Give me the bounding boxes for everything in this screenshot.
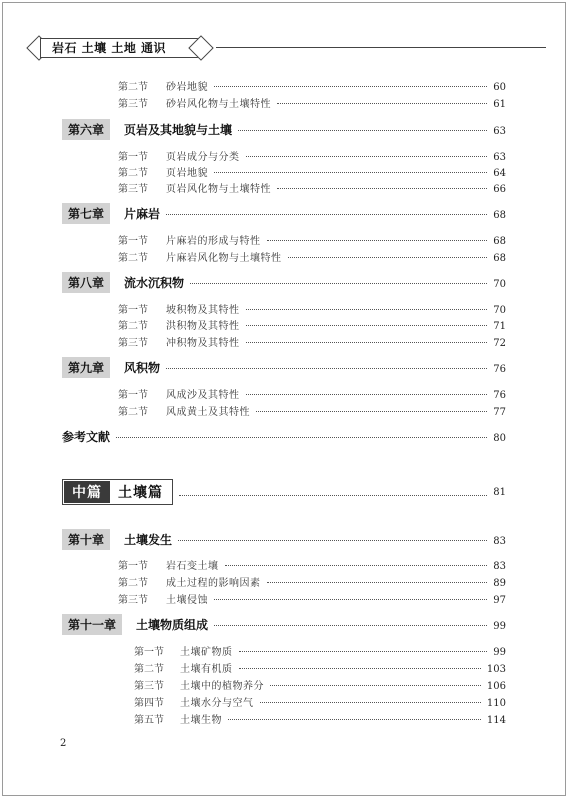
toc-entry[interactable] bbox=[134, 660, 506, 676]
references-title: 参考文献 bbox=[62, 430, 111, 444]
part-heading-box bbox=[62, 479, 173, 505]
section-number: 第一节 bbox=[134, 647, 164, 658]
page-number: 72 bbox=[493, 338, 506, 349]
section-title: 土壤生物 bbox=[180, 715, 222, 726]
part-title: 土壤篇 bbox=[118, 485, 163, 501]
toc-entry[interactable] bbox=[118, 148, 506, 164]
page-number: 63 bbox=[493, 126, 506, 137]
section-title: 风成沙及其特性 bbox=[166, 390, 240, 401]
leader-dots bbox=[277, 103, 487, 104]
leader-dots bbox=[166, 214, 487, 215]
toc-chapter[interactable] bbox=[62, 529, 506, 551]
toc-entry[interactable] bbox=[118, 557, 506, 573]
leader-dots bbox=[239, 668, 481, 669]
section-number: 第一节 bbox=[118, 561, 148, 572]
section-title: 片麻岩的形成与特性 bbox=[166, 236, 261, 247]
section-number: 第二节 bbox=[118, 321, 148, 332]
section-number: 第一节 bbox=[118, 305, 148, 316]
running-header bbox=[26, 37, 546, 59]
leader-dots bbox=[246, 342, 488, 343]
page-number: 64 bbox=[493, 168, 506, 179]
section-title: 砂岩风化物与土壤特性 bbox=[166, 99, 271, 110]
leader-dots bbox=[239, 651, 488, 652]
section-number: 第二节 bbox=[118, 168, 148, 179]
leader-dots bbox=[246, 156, 488, 157]
chapter-title: 土壤物质组成 bbox=[136, 618, 209, 632]
page-number: 70 bbox=[493, 279, 506, 290]
leader-dots bbox=[238, 130, 487, 131]
section-title: 岩石变土壤 bbox=[166, 561, 219, 572]
section-number: 第二节 bbox=[118, 253, 148, 264]
section-title: 成土过程的影响因素 bbox=[166, 578, 261, 589]
section-title: 页岩成分与分类 bbox=[166, 152, 240, 163]
page-number: 60 bbox=[493, 82, 506, 93]
page-number: 66 bbox=[493, 184, 506, 195]
section-title: 风成黄土及其特性 bbox=[166, 407, 250, 418]
toc-chapter[interactable] bbox=[62, 119, 506, 141]
part-number: 中篇 bbox=[64, 481, 110, 503]
section-number: 第二节 bbox=[118, 82, 148, 93]
folio-page-number: 2 bbox=[60, 738, 67, 749]
page-number: 68 bbox=[493, 253, 506, 264]
toc-chapter[interactable] bbox=[62, 357, 506, 379]
toc-entry[interactable] bbox=[118, 574, 506, 590]
section-title: 土壤矿物质 bbox=[180, 647, 233, 658]
toc-entry[interactable] bbox=[134, 694, 506, 710]
page-number: 89 bbox=[493, 578, 506, 589]
toc-entry[interactable] bbox=[134, 643, 506, 659]
leader-dots bbox=[214, 625, 487, 626]
leader-dots bbox=[228, 719, 481, 720]
page-number: 103 bbox=[486, 664, 506, 675]
leader-dots bbox=[270, 685, 481, 686]
chapter-title: 片麻岩 bbox=[124, 207, 161, 221]
page-number: 71 bbox=[493, 321, 506, 332]
leader-dots bbox=[179, 495, 487, 496]
section-title: 页岩风化物与土壤特性 bbox=[166, 184, 271, 195]
page-number: 83 bbox=[493, 536, 506, 547]
leader-dots bbox=[277, 188, 487, 189]
section-number: 第二节 bbox=[134, 664, 164, 675]
section-title: 洪积物及其特性 bbox=[166, 321, 240, 332]
section-number: 第二节 bbox=[118, 578, 148, 589]
leader-dots bbox=[256, 411, 487, 412]
section-number: 第五节 bbox=[134, 715, 164, 726]
toc-part[interactable] bbox=[62, 480, 506, 504]
toc-entry[interactable] bbox=[118, 317, 506, 333]
chapter-title: 页岩及其地貌与土壤 bbox=[124, 123, 233, 137]
toc-entry[interactable] bbox=[134, 711, 506, 727]
toc-references[interactable] bbox=[62, 428, 506, 446]
section-number: 第三节 bbox=[118, 338, 148, 349]
chapter-number: 第八章 bbox=[62, 272, 110, 293]
section-title: 土壤水分与空气 bbox=[180, 698, 254, 709]
chapter-number: 第九章 bbox=[62, 357, 110, 378]
section-title: 砂岩地貌 bbox=[166, 82, 208, 93]
leader-dots bbox=[190, 283, 487, 284]
leader-dots bbox=[116, 437, 487, 438]
page-number: 99 bbox=[493, 621, 506, 632]
leader-dots bbox=[260, 702, 481, 703]
section-number: 第二节 bbox=[118, 407, 148, 418]
leader-dots bbox=[246, 394, 488, 395]
header-rule bbox=[216, 47, 546, 48]
page-number: 97 bbox=[493, 595, 506, 606]
leader-dots bbox=[267, 240, 488, 241]
toc-entry[interactable] bbox=[118, 164, 506, 180]
section-title: 土壤侵蚀 bbox=[166, 595, 208, 606]
section-number: 第三节 bbox=[118, 595, 148, 606]
chapter-number: 第十章 bbox=[62, 529, 110, 550]
page-number: 81 bbox=[493, 486, 506, 498]
toc-entry[interactable] bbox=[118, 232, 506, 248]
section-title: 土壤中的植物养分 bbox=[180, 681, 264, 692]
leader-dots bbox=[178, 540, 487, 541]
leader-dots bbox=[267, 582, 488, 583]
toc-entry[interactable] bbox=[118, 301, 506, 317]
page-number: 76 bbox=[493, 364, 506, 375]
toc-entry[interactable] bbox=[118, 334, 506, 350]
page-number: 110 bbox=[486, 698, 506, 709]
section-number: 第三节 bbox=[134, 681, 164, 692]
page-number: 76 bbox=[493, 390, 506, 401]
section-title: 页岩地貌 bbox=[166, 168, 208, 179]
chapter-number: 第七章 bbox=[62, 203, 110, 224]
page-number: 63 bbox=[493, 152, 506, 163]
toc-chapter[interactable] bbox=[62, 272, 506, 294]
leader-dots bbox=[214, 86, 487, 87]
chapter-title: 流水沉积物 bbox=[124, 276, 185, 290]
section-title: 冲积物及其特性 bbox=[166, 338, 240, 349]
section-number: 第一节 bbox=[118, 152, 148, 163]
toc-entry[interactable] bbox=[118, 386, 506, 402]
toc-chapter[interactable] bbox=[62, 203, 506, 225]
toc-entry[interactable] bbox=[118, 78, 506, 94]
toc-entry[interactable] bbox=[118, 591, 506, 607]
toc-entry[interactable] bbox=[118, 180, 506, 196]
section-title: 片麻岩风化物与土壤特性 bbox=[166, 253, 282, 264]
toc-entry[interactable] bbox=[118, 403, 506, 419]
section-number: 第一节 bbox=[118, 390, 148, 401]
toc-chapter[interactable] bbox=[62, 614, 506, 636]
leader-dots bbox=[225, 565, 488, 566]
section-title: 土壤有机质 bbox=[180, 664, 233, 675]
header-title: 岩石 土壤 土地 通识 bbox=[52, 41, 167, 55]
leader-dots bbox=[214, 599, 487, 600]
page-number: 77 bbox=[493, 407, 506, 418]
section-number: 第四节 bbox=[134, 698, 164, 709]
chapter-title: 风积物 bbox=[124, 361, 161, 375]
section-title: 坡积物及其特性 bbox=[166, 305, 240, 316]
section-number: 第三节 bbox=[118, 99, 148, 110]
page-number: 99 bbox=[493, 647, 506, 658]
leader-dots bbox=[288, 257, 488, 258]
leader-dots bbox=[246, 325, 488, 326]
page-number: 83 bbox=[493, 561, 506, 572]
chapter-title: 土壤发生 bbox=[124, 533, 173, 547]
section-number: 第一节 bbox=[118, 236, 148, 247]
leader-dots bbox=[246, 309, 488, 310]
page-number: 68 bbox=[493, 210, 506, 221]
leader-dots bbox=[166, 368, 487, 369]
toc-entry[interactable] bbox=[134, 677, 506, 693]
page-number: 68 bbox=[493, 236, 506, 247]
toc-entry[interactable] bbox=[118, 95, 506, 111]
chapter-number: 第十一章 bbox=[62, 614, 122, 635]
page-number: 106 bbox=[486, 681, 506, 692]
section-number: 第三节 bbox=[118, 184, 148, 195]
page-number: 70 bbox=[493, 305, 506, 316]
leader-dots bbox=[214, 172, 487, 173]
chapter-number: 第六章 bbox=[62, 119, 110, 140]
toc-entry[interactable] bbox=[118, 249, 506, 265]
page-number: 80 bbox=[493, 433, 506, 444]
page-number: 114 bbox=[486, 715, 506, 726]
page-number: 61 bbox=[493, 99, 506, 110]
